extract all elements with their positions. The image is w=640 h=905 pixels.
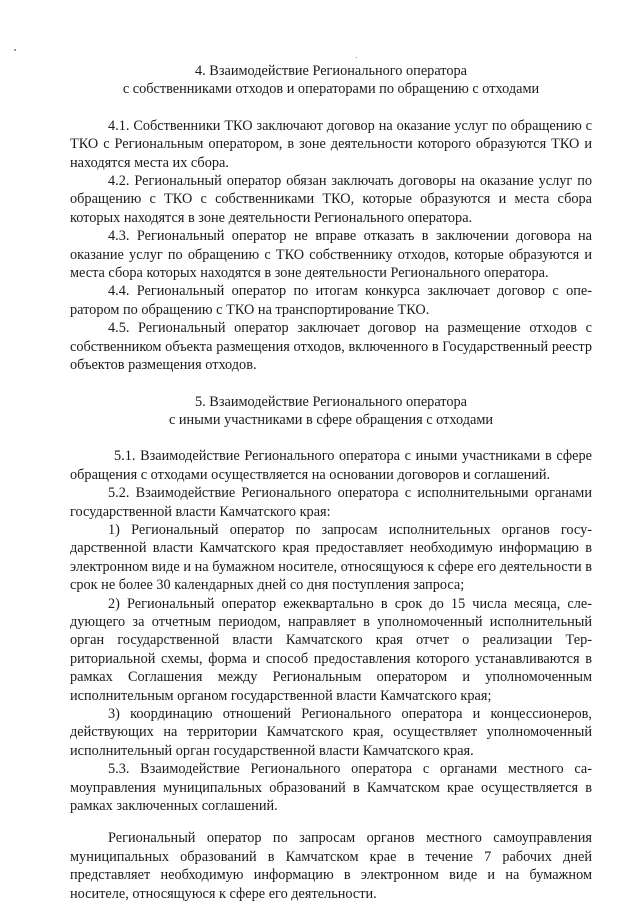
section-4-title <box>70 62 592 99</box>
paragraph-4-5: 4.5. Региональный оператор заключает договор на размещение отходов с собственником объекта размещения отходов, включенного в Государственный реестр объектов размещения отходов. <box>70 320 592 374</box>
paragraph-4-1: 4.1. Собственники ТКО заключают договор на оказание услуг по обращению с ТКО с Региональным оператором, в зоне деятельности которого образуются ТКО и находятся места их сбора. <box>70 117 592 171</box>
paragraph-4-3: 4.3. Региональный оператор не вправе отказать в заключении договора на оказание услуг по обращению с ТКО собственнику отходов, которые образуются и места сбора которых находятся в зоне деятельности Регионального оператора. <box>70 228 592 282</box>
section-5-title <box>70 393 592 430</box>
paragraph-5-2-item-3: 3) координацию отношений Регионального оператора и концессионеров, действующих на территории Камчатского края, осуществляет уполномоченный исполнительный орган государственной власти Камчатского края. <box>70 706 592 759</box>
section-4-title-line-1: 4. Взаимодействие Регионального оператора <box>195 63 467 79</box>
paragraph-5-2: 5.2. Взаимодействие Регионального оператора с исполнительными органами государственной власти Камчатского края: <box>70 485 592 520</box>
document-body <box>70 62 592 903</box>
paragraph-5-1: 5.1. Взаимодействие Регионального оператора с иными участниками в сфере обращения с отходами осуществляется на основании договоров и соглашений. <box>70 448 592 483</box>
paragraph-5-3-continuation: Региональный оператор по запросам органов местного самоуправления муниципальных образований в Камчатском крае в течение 7 рабочих дней представляет необходимую информацию в электронном виде и на бумажном носителе, относящуюся к сфере его деятельности. <box>70 830 592 902</box>
section-5-title-line-1: 5. Взаимодействие Регионального оператора <box>195 393 467 410</box>
paragraph-5-2-item-1: 1) Региональный оператор по запросам исполнительных органов государственной власти Камчатского края предоставляет необходимую информацию в электронном виде и на бумажном носителе, относящуюся к сфере его деятельности в срок не более 30 календарных дней со дня поступления запроса; <box>70 521 592 594</box>
paragraph-5-3: 5.3. Взаимодействие Регионального оператора с органами местного самоуправления муниципальных образований в Камчатском крае осуществляется в рамках заключенных соглашений. <box>70 761 592 815</box>
paragraph-4-4: 4.4. Региональный оператор по итогам конкурса заключает договор с оператором по обращению с ТКО на транспортирование ТКО. <box>70 283 592 318</box>
paragraph-4-2: 4.2. Региональный оператор обязан заключать договоры на оказание услуг по обращению с ТКО с собственниками ТКО, которые образуются и места сбора которых находятся в зоне деятельности Регионального оператора. <box>70 173 592 226</box>
section-5-title-line-2: с иными участниками в сфере обращения с отходами <box>168 411 494 428</box>
section-4-title-line-2: с собственниками отходов и операторами по обращению с отходами <box>122 81 540 98</box>
scan-speck <box>356 57 357 58</box>
scan-speck <box>14 49 16 51</box>
paragraph-5-2-item-2: 2) Региональный оператор ежеквартально в срок до 15 числа месяца, следующего за отчетным периодом, направляет в уполномоченный исполнительный орган государственной власти Камчатского края отчет о реализации Территориальной схемы, форма и способ предоставления которого устанавливаются в рамках Соглашения между Региональным оператором и уполномоченным исполнительным органом государственной власти Камчатского края; <box>70 595 592 704</box>
